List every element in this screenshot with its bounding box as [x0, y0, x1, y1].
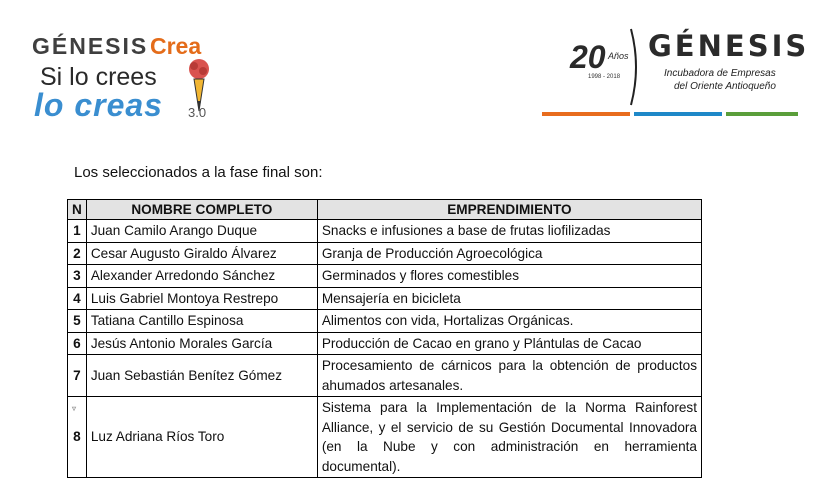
logo-genesis-text: GÉNESIS — [32, 33, 149, 59]
row-number: 8 — [73, 429, 81, 445]
row-enterprise: Producción de Cacao en grano y Plántulas de Cacao — [317, 332, 701, 355]
row-enterprise: Granja de Producción Agroecológica — [317, 242, 701, 265]
table-header-row — [68, 200, 702, 220]
row-enterprise: Snacks e infusiones a base de frutas liofilizadas — [317, 220, 701, 243]
logo-bar-blue — [634, 112, 722, 116]
row-number: 5 — [68, 310, 87, 333]
header-enterprise: EMPRENDIMIENTO — [317, 200, 701, 220]
table-row — [68, 397, 702, 478]
anniversary-label: Años — [608, 51, 629, 61]
logo-name: GÉNESIS — [648, 29, 810, 63]
bracket-arc-icon — [628, 27, 642, 107]
row-name: Juan Camilo Arango Duque — [86, 220, 317, 243]
anniversary-years: 1998 - 2018 — [588, 74, 621, 80]
row-name: Juan Sebastián Benítez Gómez — [86, 355, 317, 397]
table-row — [68, 220, 702, 243]
logo-bar-green — [726, 112, 798, 116]
logo-bar-orange — [542, 112, 630, 116]
logo-version: 3.0 — [188, 105, 207, 120]
row-number: 7 — [68, 355, 87, 397]
table-row — [68, 287, 702, 310]
row-enterprise: Mensajería en bicicleta — [317, 287, 701, 310]
logo-subtitle-2: del Oriente Antioqueño — [674, 81, 776, 92]
row-enterprise: Procesamiento de cárnicos para la obtención de productos ahumados artesanales. — [317, 355, 701, 397]
row-enterprise: Germinados y flores comestibles — [317, 265, 701, 288]
header-name: NOMBRE COMPLETO — [86, 200, 317, 220]
row-name: Tatiana Cantillo Espinosa — [86, 310, 317, 333]
logo-crea-text: Crea — [150, 33, 202, 59]
row-name: Luis Gabriel Montoya Restrepo — [86, 287, 317, 310]
finalists-table — [67, 199, 702, 478]
row-number-cell — [68, 397, 87, 478]
row-name: Jesús Antonio Morales García — [86, 332, 317, 355]
table-row — [68, 242, 702, 265]
row-number: 2 — [68, 242, 87, 265]
row-number: 6 — [68, 332, 87, 355]
logo-tagline-line1: Si lo crees — [40, 63, 157, 91]
row-handle-icon[interactable]: ▿ — [72, 404, 77, 413]
table-row — [68, 332, 702, 355]
genesis-crea-logo — [32, 33, 232, 123]
row-name: Alexander Arredondo Sánchez — [86, 265, 317, 288]
table-row — [68, 355, 702, 397]
anniversary-number: 20 — [570, 39, 606, 75]
logo-tagline-line2: lo creas — [34, 87, 163, 123]
logo-subtitle-1: Incubadora de Empresas — [664, 68, 776, 79]
table-row — [68, 310, 702, 333]
row-name: Cesar Augusto Giraldo Álvarez — [86, 242, 317, 265]
table-row — [68, 265, 702, 288]
row-enterprise: Sistema para la Implementación de la Norma Rainforest Alliance, y el servicio de su Gestión Documental Innovadora (en la Nube y con administración en herramienta documental). — [317, 397, 701, 478]
row-enterprise: Alimentos con vida, Hortalizas Orgánicas. — [317, 310, 701, 333]
header-number: N — [68, 200, 87, 220]
genesis-incubadora-logo — [540, 25, 810, 120]
row-number: 3 — [68, 265, 87, 288]
row-number: 4 — [68, 287, 87, 310]
row-name: Luz Adriana Ríos Toro — [86, 397, 317, 478]
row-number: 1 — [68, 220, 87, 243]
intro-text: Los seleccionados a la fase final son: — [74, 164, 323, 181]
